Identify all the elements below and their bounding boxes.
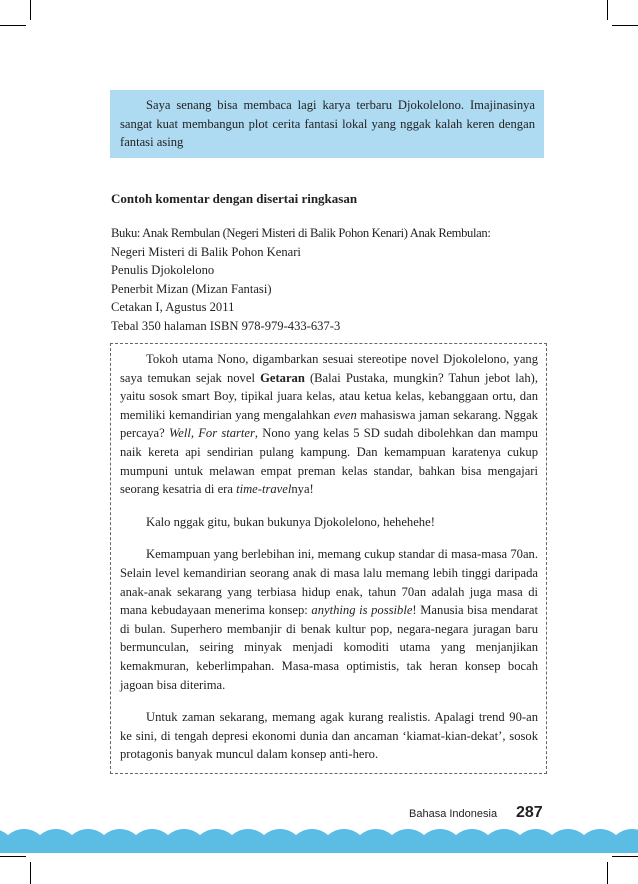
wave-decoration <box>0 823 638 853</box>
crop-mark <box>612 25 638 26</box>
crop-mark <box>30 862 31 884</box>
review-paragraph: Tokoh utama Nono, digambarkan sesuai stereotipe novel Djokolelono, yang saya temukan sejak novel Getaran (Balai Pustaka, mungkin? Tahun jebot lah), yaitu sosok smart Boy, tipikal juara kelas, atau ketua kelas, kebanggaan ortu, dan memiliki kemandirian yang mengalahkan even mahasiswa jaman sekarang. Nggak percaya? Well, For starter, Nono yang kelas 5 SD sudah dibolehkan dan mampu naik kereta api sendirian pulang kampung. Dan kemampuan karatenya cukup mumpuni untuk melawan empat preman kelas standar, bahkan bisa mengajari seorang kesatria di era time-travelnya! <box>120 352 538 497</box>
crop-mark <box>607 0 608 20</box>
review-box <box>110 343 547 774</box>
book-info <box>111 224 547 336</box>
book-info-line: Penulis Djokolelono <box>111 263 215 278</box>
book-info-line: Buku: Anak Rembulan (Negeri Misteri di Balik Pohon Kenari) Anak Rembulan: <box>111 226 491 240</box>
review-paragraph: Kalo nggak gitu, bukan bukunya Djokolelono, hehehehe! <box>146 514 435 529</box>
crop-mark <box>0 856 26 857</box>
footer-book-title: Bahasa Indonesia <box>409 808 498 820</box>
crop-mark <box>30 0 31 20</box>
crop-mark <box>0 25 26 26</box>
section-heading: Contoh komentar dengan disertai ringkasan <box>111 191 358 206</box>
quote-box: Saya senang bisa membaca lagi karya terbaru Djokolelono. Imajinasinya sangat kuat membangun plot cerita fantasi lokal yang nggak kalah keren dengan fantasi asing <box>110 90 544 158</box>
book-info-line: Penerbit Mizan (Mizan Fantasi) <box>111 281 272 296</box>
page-number: 287 <box>516 804 543 821</box>
book-info-line: Negeri Misteri di Balik Pohon Kenari <box>111 244 301 259</box>
review-paragraph: Kemampuan yang berlebihan ini, memang cukup standar di masa-masa 70an. Selain level kemandirian seorang anak di masa lalu memang lebih tinggi daripada anak-anak sekarang yang terbiasa hidup enak, tahun 70an adalah juga masa di mana kebudayaan menerima konsep: anything is possible! Manusia bisa mendarat di bulan. Superhero membanjir di benak kultur pop, negara-negara juragan baru bermunculan, seiring minyak menjadi komoditi utama yang menjanjikan kemakmuran, keberlimpahan. Masa-masa optimistis, tak heran konsep bocah jagoan bisa diterima. <box>120 547 538 692</box>
crop-mark <box>607 862 608 884</box>
book-info-line: Cetakan I, Agustus 2011 <box>111 300 235 315</box>
crop-mark <box>612 856 638 857</box>
review-paragraph: Untuk zaman sekarang, memang agak kurang realistis. Apalagi trend 90-an ke sini, di tengah depresi ekonomi dunia dan ancaman ‘kiamat-kian-dekat’, sosok protagonis banyak muncul dalam konsep anti-hero. <box>120 710 538 762</box>
book-info-line: Tebal 350 halaman ISBN 978-979-433-637-3 <box>111 318 341 333</box>
